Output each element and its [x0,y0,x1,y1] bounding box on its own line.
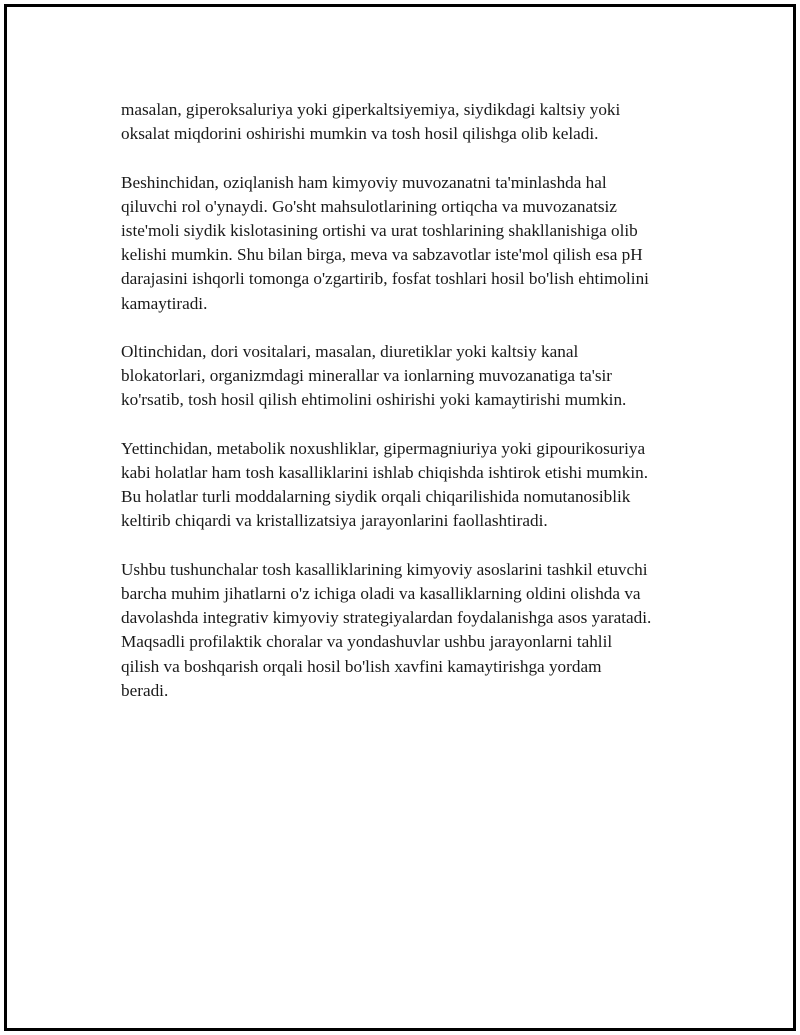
page-frame [4,4,796,1031]
paragraph: Beshinchidan, oziqlanish ham kimyoviy muvozanatni ta'minlashda hal qiluvchi rol o'ynaydi. Go'sht mahsulotlarining ortiqcha va muvozanatsiz iste'moli siydik kislotasining ortishi va urat toshlarining shakllanishiga olib kelishi mumkin. Shu bilan birga, meva va sabzavotlar iste'mol qilish esa pH darajasini ishqorli tomonga o'zgartirib, fosfat toshlari hosil bo'lish ehtimolini kamaytiradi. [121,172,649,313]
paragraph: masalan, giperoksaluriya yoki giperkaltsiyemiya, siydikdagi kaltsiy yoki oksalat miqdorini oshirishi mumkin va tosh hosil qilishga olib keladi. [121,100,621,144]
paragraph: Yettinchidan, metabolik noxushliklar, gipermagniuriya yoki gipourikosuriya kabi holatlar ham tosh kasalliklarini ishlab chiqishda ishtirok etishi mumkin. Bu holatlar turli moddalarning siydik orqali chiqarilishida nomutanosiblik keltirib chiqardi va kristallizatsiya jarayonlarini faollashtiradi. [121,438,649,531]
paragraph: Ushbu tushunchalar tosh kasalliklarining kimyoviy asoslarini tashkil etuvchi barcha muhim jihatlarni o'z ichiga oladi va kasalliklarning oldini olishda va davolashda integrativ kimyoviy strategiyalardan foydalanishga asos yaratadi. Maqsadli profilaktik choralar va yondashuvlar ushbu jarayonlarni tahlil qilish va boshqarish orqali hosil bo'lish xavfini kamaytirishga yordam beradi. [121,559,652,700]
document-body [121,98,706,727]
paragraph: Oltinchidan, dori vositalari, masalan, diuretiklar yoki kaltsiy kanal blokatorlari, organizmdagi minerallar va ionlarning muvozanatiga ta'sir ko'rsatib, tosh hosil qilish ehtimolini oshirishi yoki kamaytirishi mumkin. [121,342,627,410]
